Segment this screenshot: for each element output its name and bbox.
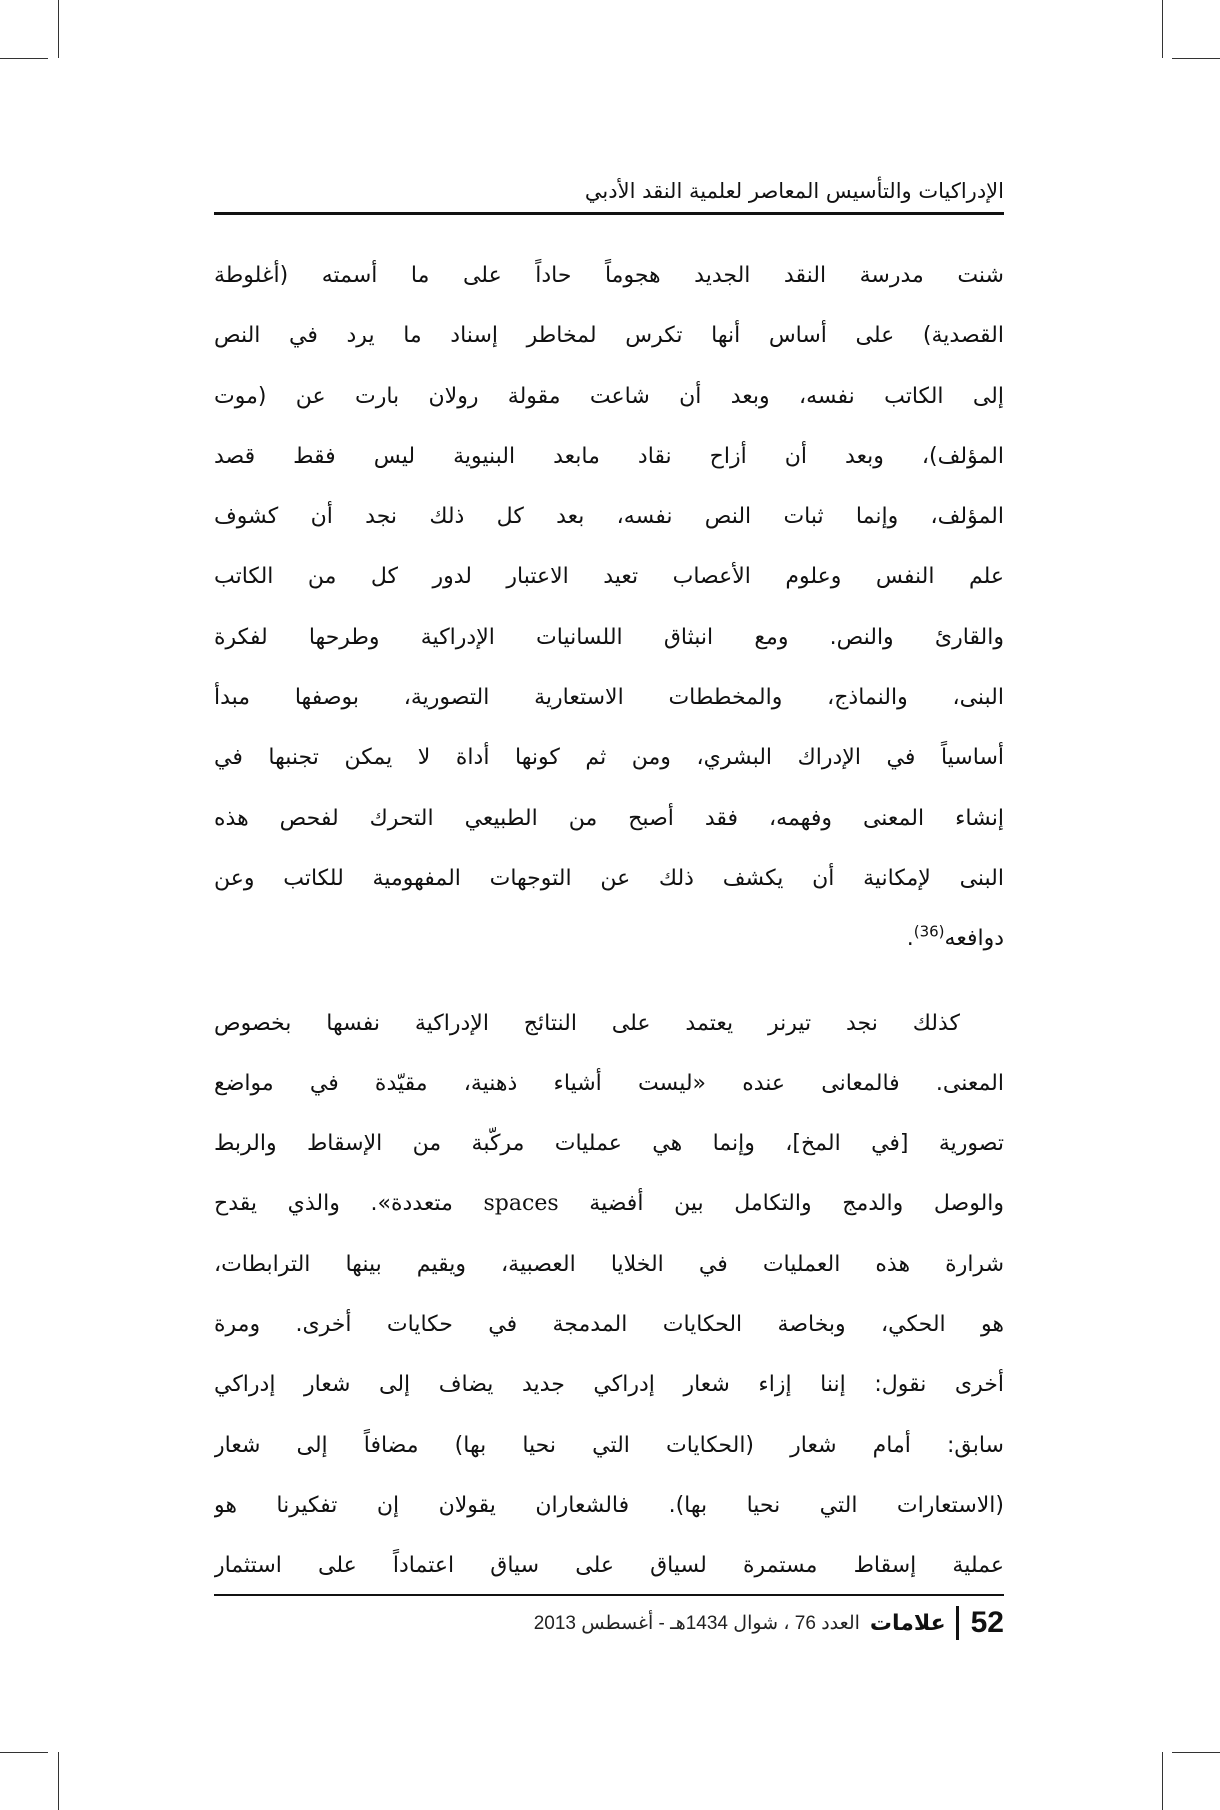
crop-mark-bottom-right-h	[1172, 1752, 1220, 1753]
paragraph-gap	[214, 970, 1004, 994]
paragraph-1-line: إنشاء المعنى وفهمه، فقد أصبح من الطبيعي التحرك لفحص هذه	[214, 805, 1004, 831]
footnote-reference[interactable]: (36)	[913, 922, 945, 941]
footer-rule	[214, 1594, 1004, 1596]
header-rule	[214, 212, 1004, 215]
paragraph-1-line: شنت مدرسة النقد الجديد هجوماً حاداً على ما أسمته (أغلوطة	[214, 263, 1004, 288]
body-text	[214, 246, 1004, 1597]
paragraph-1-line: والقارئ والنص. ومع انبثاق اللسانيات الإدراكية وطرحها لفكرة	[214, 624, 1004, 650]
crop-mark-top-left	[58, 0, 59, 58]
paragraph-1-last-line: دوافعه$^{(36)}$.	[906, 922, 1004, 952]
paragraph-1-line: البنى، والنماذج، والمخططات الاستعارية التصورية، بوصفها مبدأ	[214, 685, 1004, 711]
paragraph-1-line: المؤلف)، وبعد أن أزاح نقاد مابعد البنيوية ليس فقط قصد	[214, 443, 1004, 469]
latin-term: spaces	[483, 1191, 559, 1217]
issue-info: العدد 76 ، شوال 1434هـ - أغسطس 2013	[533, 1612, 860, 1634]
crop-mark-bottom-left-h	[0, 1752, 48, 1753]
paragraph-2-line: تصورية [في المخ]، وإنما هي عمليات مركّبة من الإسقاط والربط	[214, 1131, 1004, 1157]
paragraph-2-line-mixed	[214, 1174, 1004, 1234]
paragraph-2-line: هو الحكي، وبخاصة الحكايات المدمجة في حكايات أخرى. ومرة	[214, 1312, 1004, 1338]
crop-mark-top-left-h	[0, 58, 48, 59]
paragraph-2-line: سابق: أمام شعار (الحكايات التي نحيا بها) مضافاً إلى شعار	[214, 1432, 1004, 1458]
paragraph-1-line: إلى الكاتب نفسه، وبعد أن شاعت مقولة رولان بارت عن (موت	[214, 383, 1004, 409]
page-footer	[214, 1600, 1004, 1646]
paragraph-1-line: المؤلف، وإنما ثبات النص نفسه، بعد كل ذلك نجد أن كشوف	[214, 504, 1004, 530]
paragraph-2-line: كذلك نجد تيرنر يعتمد على النتائج الإدراكية نفسها بخصوص	[214, 1010, 960, 1036]
crop-mark-bottom-left	[58, 1752, 59, 1810]
paragraph-1-line: القصدية) على أساس أنها تكرس لمخاطر إسناد ما يرد في النص	[214, 323, 1004, 349]
paragraph-1-last-text: دوافعه	[944, 926, 1004, 952]
crop-mark-bottom-right	[1162, 1752, 1163, 1810]
line-text-before: والوصل والدمج والتكامل بين أفضية	[589, 1191, 1004, 1217]
page-number: 52	[970, 1606, 1004, 1639]
paragraph-2-line: شرارة هذه العمليات في الخلايا العصبية، ويقيم بينها الترابطات،	[214, 1251, 1004, 1277]
paragraph-1-line: البنى لإمكانية أن يكشف ذلك عن التوجهات المفهومية للكاتب وعن	[214, 865, 1004, 891]
running-header: الإدراكيات والتأسيس المعاصر لعلمية النقد الأدبي	[584, 179, 1004, 203]
line-text-after: متعددة». والذي يقدح	[214, 1191, 453, 1217]
journal-logo: علامات	[869, 1610, 946, 1636]
paragraph-2-line: أخرى نقول: إننا إزاء شعار إدراكي جديد يضاف إلى شعار إدراكي	[214, 1372, 1004, 1398]
footer-separator	[956, 1606, 959, 1640]
paragraph-2-line: عملية إسقاط مستمرة لسياق على سياق اعتماداً على استثمار	[214, 1553, 1004, 1579]
paragraph-1-line: علم النفس وعلوم الأعصاب تعيد الاعتبار لدور كل من الكاتب	[214, 564, 1004, 590]
paragraph-1-line: أساسياً في الإدراك البشري، ومن ثم كونها أداة لا يمكن تجنبها في	[214, 745, 1004, 771]
crop-mark-top-right-h	[1172, 58, 1220, 59]
paragraph-2-line: المعنى. فالمعانى عنده «ليست أشياء ذهنية، مقيّدة في مواضع	[214, 1070, 1004, 1096]
crop-mark-top-right	[1162, 0, 1163, 58]
paragraph-2-line: (الاستعارات التي نحيا بها). فالشعاران يقولان إن تفكيرنا هو	[214, 1492, 1004, 1518]
